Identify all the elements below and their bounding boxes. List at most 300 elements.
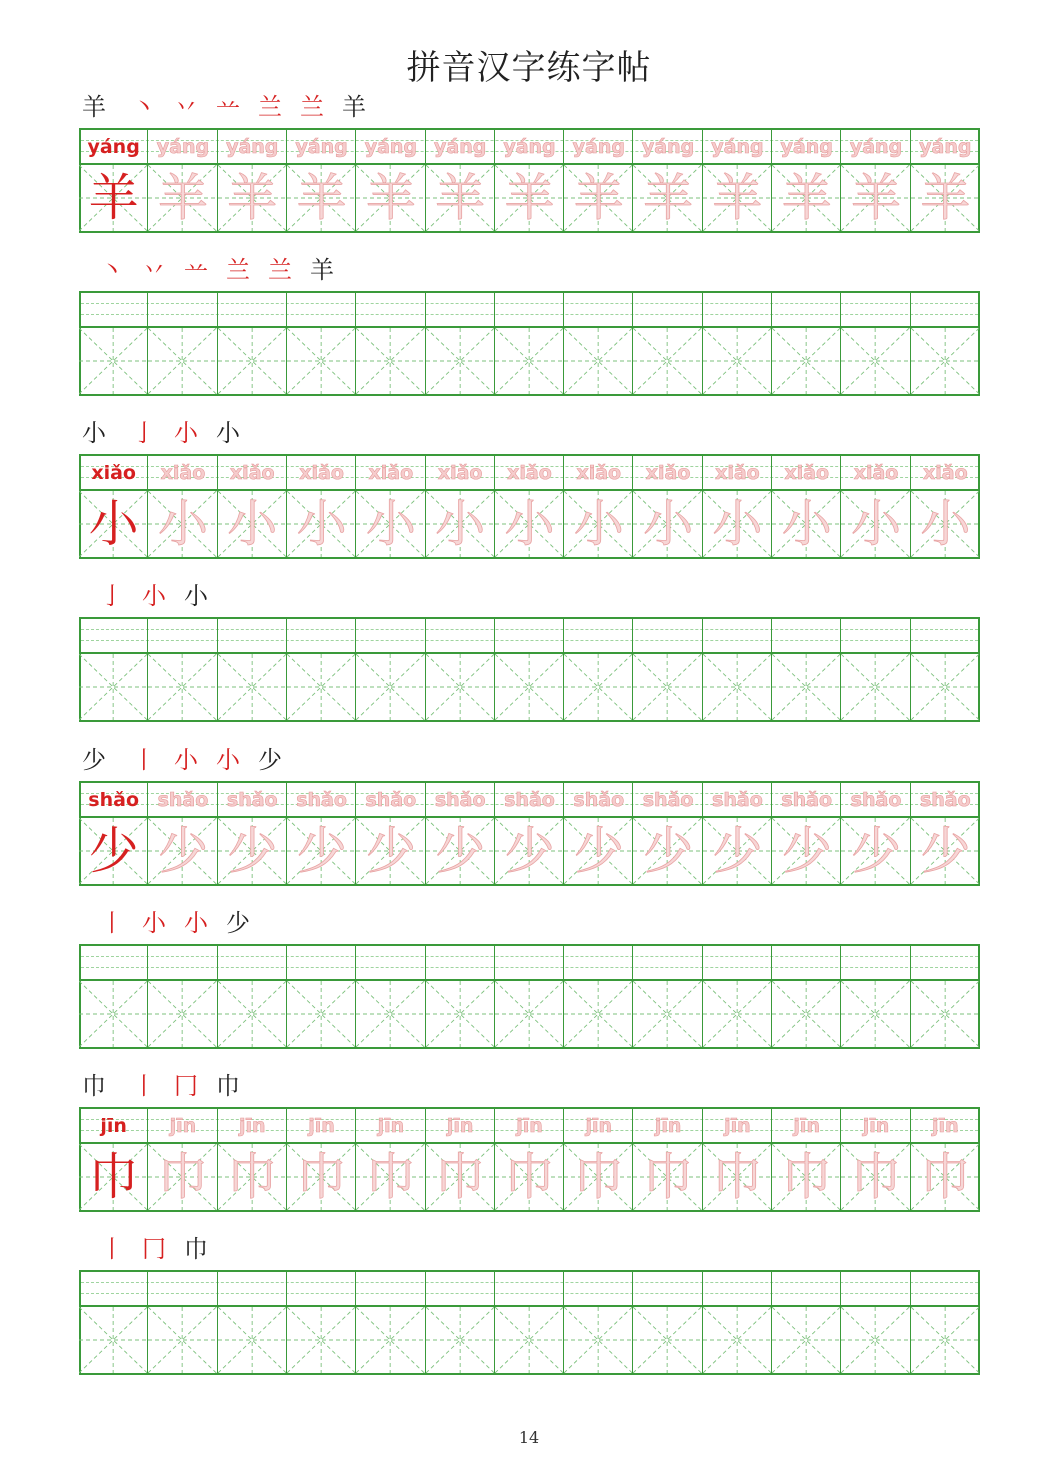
stroke-step: 䒑 [216,93,240,121]
writing-cell[interactable] [218,783,287,884]
character-trace: 羊 [851,169,902,227]
writing-cell[interactable] [911,130,980,231]
stroke-step: 丶 [132,93,156,121]
writing-cell[interactable] [703,946,772,1047]
writing-cell[interactable] [356,946,425,1047]
writing-cell[interactable] [703,1109,772,1210]
pinyin-trace: yáng [641,136,695,158]
mi-grid-guides [218,981,286,1047]
writing-cell[interactable] [841,456,910,557]
stroke-step: 兰 [300,93,324,121]
writing-cell[interactable] [703,293,772,394]
writing-cell[interactable] [495,130,564,231]
pinyin-trace: yáng [364,136,418,158]
writing-cell[interactable] [79,619,148,720]
writing-cell[interactable] [564,946,633,1047]
writing-cell[interactable] [495,619,564,720]
writing-cell[interactable] [564,783,633,884]
pinyin-trace: shǎo [157,789,209,811]
character-label: 小 [82,419,106,447]
mi-grid-guides [495,981,563,1047]
writing-cell[interactable] [495,946,564,1047]
writing-cell[interactable] [633,1272,702,1373]
writing-cell[interactable] [911,783,980,884]
character-trace: 巾 [365,1148,416,1206]
writing-cell[interactable] [218,1109,287,1210]
mi-grid-guides [911,1307,979,1373]
character-trace: 巾 [296,1148,347,1206]
character-trace: 小 [296,495,347,553]
mi-grid-guides [633,328,701,394]
writing-cell[interactable] [772,619,841,720]
stroke-step: 兰 [226,256,250,284]
character-trace: 少 [851,822,902,880]
stroke-step: 冂 [142,1235,166,1263]
writing-cell[interactable] [79,783,148,884]
stroke-order-sequence [100,906,268,940]
mi-grid-guides [426,654,494,720]
mi-grid-guides [564,654,632,720]
character-trace: 羊 [504,169,555,227]
mi-grid-guides [703,328,771,394]
tracing-grid [79,781,980,886]
writing-cell[interactable] [911,1272,980,1373]
pinyin-trace: jīn [308,1115,335,1137]
mi-grid-guides [564,981,632,1047]
stroke-step: 少 [226,909,250,937]
pinyin-trace: yáng [780,136,833,158]
writing-cell[interactable] [426,1272,495,1373]
writing-cell[interactable] [218,1272,287,1373]
character-trace: 小 [365,495,416,553]
character-trace: 羊 [365,169,416,227]
writing-cell[interactable] [841,1109,910,1210]
mi-grid-guides [495,1307,563,1373]
mi-grid-guides [841,654,909,720]
writing-cell[interactable] [495,456,564,557]
writing-cell[interactable] [495,1272,564,1373]
stroke-step: 巾 [216,1072,240,1100]
stroke-step: 丷 [174,93,198,121]
character-trace: 少 [227,822,278,880]
character-label: 巾 [82,1072,106,1100]
writing-cell[interactable] [426,1109,495,1210]
mi-grid-guides [772,328,840,394]
stroke-step: 丷 [142,256,166,284]
writing-cell[interactable] [218,293,287,394]
writing-cell[interactable] [703,456,772,557]
writing-cell[interactable] [287,1109,356,1210]
writing-cell[interactable] [633,456,702,557]
writing-cell[interactable] [426,456,495,557]
character-trace: 少 [781,822,832,880]
writing-cell[interactable] [79,293,148,394]
mi-grid-guides [79,328,147,394]
writing-cell[interactable] [911,946,980,1047]
writing-cell[interactable] [772,130,841,231]
pinyin-trace: xiǎo [299,462,344,484]
writing-cell[interactable] [218,130,287,231]
pinyin-trace: shǎo [504,789,555,811]
writing-cell[interactable] [218,946,287,1047]
stroke-step: 兰 [258,93,282,121]
writing-cell[interactable] [841,783,910,884]
mi-grid-guides [426,328,494,394]
writing-cell[interactable] [426,783,495,884]
writing-cell[interactable] [287,130,356,231]
pinyin-trace: shǎo [296,789,347,811]
stroke-step: 小 [216,746,240,774]
pinyin-trace: yáng [295,136,348,158]
pinyin-trace: xiǎo [715,462,760,484]
mi-grid-guides [772,1307,840,1373]
writing-cell[interactable] [911,619,980,720]
pinyin-trace: yáng [711,136,764,158]
pinyin-model: jīn [100,1115,127,1137]
character-model: 巾 [88,1148,139,1206]
writing-cell[interactable] [633,130,702,231]
pinyin-trace: shǎo [850,789,902,811]
stroke-order-sequence [100,253,352,287]
pinyin-trace: jīn [238,1115,266,1137]
character-label: 羊 [82,93,106,121]
character-trace: 巾 [573,1148,624,1206]
pinyin-trace: shǎo [573,789,625,811]
writing-cell[interactable] [287,1272,356,1373]
character-model: 羊 [88,169,139,227]
writing-cell[interactable] [356,619,425,720]
mi-grid-guides [633,981,701,1047]
pinyin-trace: jīn [793,1115,820,1137]
writing-cell[interactable] [356,1109,425,1210]
pinyin-trace: jīn [585,1115,613,1137]
writing-cell[interactable] [633,946,702,1047]
character-trace: 羊 [643,169,694,227]
pinyin-trace: yáng [572,136,625,158]
writing-cell[interactable] [356,293,425,394]
stroke-order-sequence [100,579,226,613]
writing-cell[interactable] [426,130,495,231]
character-trace: 小 [504,495,555,553]
page-number: 14 [518,1428,540,1447]
writing-cell[interactable] [841,1272,910,1373]
mi-grid-guides [703,1307,771,1373]
writing-cell[interactable] [79,946,148,1047]
stroke-step: 冂 [174,1072,198,1100]
writing-cell[interactable] [564,130,633,231]
mi-grid-guides [218,1307,286,1373]
pinyin-trace: shǎo [226,789,278,811]
mi-grid-guides [148,328,216,394]
character-trace: 小 [781,495,832,553]
page-title: 拼音汉字练字帖 [406,48,652,88]
pinyin-model: xiǎo [91,462,136,484]
character-trace: 小 [573,495,624,553]
character-trace: 少 [504,822,555,880]
writing-cell[interactable] [218,456,287,557]
writing-cell[interactable] [703,619,772,720]
character-trace: 小 [920,495,971,553]
mi-grid-guides [287,328,355,394]
mi-grid-guides [79,981,147,1047]
pinyin-trace: xiǎo [853,462,899,484]
writing-cell[interactable] [772,946,841,1047]
character-trace: 少 [157,822,208,880]
pinyin-trace: xiǎo [229,462,275,484]
stroke-step: 丨 [100,909,124,937]
mi-grid-guides [911,981,979,1047]
writing-cell[interactable] [79,1109,148,1210]
stroke-order-header [82,1069,258,1103]
mi-grid-guides [633,1307,701,1373]
character-trace: 巾 [227,1148,278,1206]
writing-cell[interactable] [911,293,980,394]
pinyin-trace: shǎo [365,789,417,811]
writing-cell[interactable] [911,456,980,557]
mi-grid-guides [703,654,771,720]
character-model: 小 [88,495,139,553]
writing-cell[interactable] [426,619,495,720]
mi-grid-guides [495,328,563,394]
stroke-step: 羊 [310,256,334,284]
stroke-step: 丨 [100,1235,124,1263]
writing-cell[interactable] [356,456,425,557]
stroke-step: 少 [258,746,282,774]
writing-cell[interactable] [495,783,564,884]
writing-cell[interactable] [426,946,495,1047]
character-trace: 少 [435,822,486,880]
writing-cell[interactable] [148,293,217,394]
writing-cell[interactable] [495,293,564,394]
pinyin-trace: jīn [169,1115,197,1137]
character-model: 少 [88,822,139,880]
writing-cell[interactable] [772,783,841,884]
character-trace: 巾 [920,1148,971,1206]
pinyin-trace: xiǎo [507,462,552,484]
mi-grid-guides [218,328,286,394]
mi-grid-guides [495,654,563,720]
mi-grid-guides [841,981,909,1047]
writing-cell[interactable] [287,619,356,720]
character-trace: 巾 [712,1148,763,1206]
pinyin-trace: jīn [724,1115,751,1137]
stroke-step: 亅 [100,582,124,610]
mi-grid-guides [148,1307,216,1373]
writing-cell[interactable] [148,946,217,1047]
mi-grid-guides [287,1307,355,1373]
character-trace: 小 [227,495,278,553]
writing-cell[interactable] [148,783,217,884]
mi-grid-guides [79,1307,147,1373]
writing-cell[interactable] [633,783,702,884]
pinyin-trace: jīn [377,1115,405,1137]
character-trace: 羊 [157,169,208,227]
mi-grid-guides [79,654,147,720]
character-trace: 少 [296,822,347,880]
writing-cell[interactable] [287,783,356,884]
stroke-step: 巾 [184,1235,208,1263]
stroke-order-sequence [100,1232,226,1266]
character-trace: 巾 [157,1148,208,1206]
writing-cell[interactable] [841,619,910,720]
writing-cell[interactable] [841,293,910,394]
mi-grid-guides [564,1307,632,1373]
writing-cell[interactable] [287,456,356,557]
writing-cell[interactable] [148,1109,217,1210]
pinyin-trace: shǎo [781,789,833,811]
writing-cell[interactable] [911,1109,980,1210]
mi-grid-guides [356,981,424,1047]
writing-cell[interactable] [564,1109,633,1210]
pinyin-trace: jīn [932,1115,959,1137]
pinyin-model: shǎo [88,789,139,811]
writing-cell[interactable] [633,619,702,720]
mi-grid-guides [841,1307,909,1373]
writing-cell[interactable] [287,293,356,394]
stroke-step: 小 [216,419,240,447]
writing-cell[interactable] [79,1272,148,1373]
character-trace: 巾 [504,1148,555,1206]
pinyin-trace: jīn [654,1115,682,1137]
tracing-grid [79,1107,980,1212]
mi-grid-guides [218,654,286,720]
pinyin-trace: xiǎo [437,462,483,484]
character-trace: 少 [712,822,763,880]
pinyin-trace: xiǎo [923,462,968,484]
character-trace: 巾 [851,1148,902,1206]
stroke-step: 丨 [132,1072,156,1100]
writing-cell[interactable] [633,293,702,394]
mi-grid-guides [287,981,355,1047]
stroke-order-header [82,416,258,450]
pinyin-trace: shǎo [712,789,763,811]
character-trace: 少 [573,822,624,880]
character-trace: 羊 [920,169,971,227]
character-trace: 少 [920,822,971,880]
character-trace: 羊 [573,169,624,227]
mi-grid-guides [772,981,840,1047]
writing-cell[interactable] [564,456,633,557]
character-trace: 小 [643,495,694,553]
writing-cell[interactable] [564,1272,633,1373]
mi-grid-guides [841,328,909,394]
stroke-step: 丨 [132,746,156,774]
character-trace: 小 [712,495,763,553]
blank-practice-grid [79,944,980,1049]
writing-cell[interactable] [633,1109,702,1210]
writing-cell[interactable] [841,130,910,231]
pinyin-trace: yáng [919,136,972,158]
mi-grid-guides [911,654,979,720]
pinyin-trace: shǎo [434,789,486,811]
pinyin-trace: jīn [862,1115,890,1137]
blank-practice-grid [79,1270,980,1375]
stroke-step: 小 [184,909,208,937]
blank-practice-grid [79,617,980,722]
writing-cell[interactable] [426,293,495,394]
character-trace: 羊 [227,169,278,227]
pinyin-trace: xiǎo [784,462,830,484]
mi-grid-guides [148,654,216,720]
stroke-step: 羊 [342,93,366,121]
writing-cell[interactable] [564,293,633,394]
writing-cell[interactable] [79,456,148,557]
writing-cell[interactable] [287,946,356,1047]
stroke-step: 小 [184,582,208,610]
mi-grid-guides [564,328,632,394]
pinyin-trace: jīn [446,1115,474,1137]
pinyin-model: yáng [87,136,140,158]
writing-cell[interactable] [356,783,425,884]
character-trace: 羊 [296,169,347,227]
character-label: 少 [82,746,106,774]
mi-grid-guides [911,328,979,394]
writing-cell[interactable] [356,1272,425,1373]
pinyin-trace: yáng [156,136,210,158]
mi-grid-guides [426,1307,494,1373]
character-trace: 巾 [781,1148,832,1206]
blank-practice-grid [79,291,980,396]
writing-cell[interactable] [148,456,217,557]
stroke-step: 小 [174,419,198,447]
pinyin-trace: xiǎo [160,462,206,484]
pinyin-trace: shǎo [919,789,971,811]
pinyin-trace: xiǎo [645,462,691,484]
mi-grid-guides [633,654,701,720]
mi-grid-guides [772,654,840,720]
stroke-step: 小 [142,582,166,610]
pinyin-trace: yáng [849,136,903,158]
writing-cell[interactable] [356,130,425,231]
writing-cell[interactable] [703,1272,772,1373]
mi-grid-guides [356,654,424,720]
stroke-step: 兰 [268,256,292,284]
character-trace: 巾 [435,1148,486,1206]
writing-cell[interactable] [772,293,841,394]
writing-cell[interactable] [703,130,772,231]
writing-cell[interactable] [841,946,910,1047]
stroke-step: 䒑 [184,256,208,284]
pinyin-trace: yáng [503,136,556,158]
pinyin-trace: xiǎo [368,462,414,484]
tracing-grid [79,128,980,233]
writing-cell[interactable] [148,1272,217,1373]
writing-cell[interactable] [495,1109,564,1210]
writing-cell[interactable] [703,783,772,884]
stroke-order-header [82,90,384,124]
stroke-step: 亅 [132,419,156,447]
character-trace: 羊 [781,169,832,227]
tracing-grid [79,454,980,559]
writing-cell[interactable] [148,130,217,231]
character-trace: 少 [365,822,416,880]
writing-cell[interactable] [772,456,841,557]
writing-cell[interactable] [148,619,217,720]
pinyin-trace: shǎo [642,789,694,811]
pinyin-trace: jīn [516,1115,543,1137]
character-trace: 少 [643,822,694,880]
writing-cell[interactable] [79,130,148,231]
writing-cell[interactable] [564,619,633,720]
pinyin-trace: yáng [434,136,487,158]
pinyin-trace: yáng [226,136,279,158]
writing-cell[interactable] [772,1272,841,1373]
writing-cell[interactable] [218,619,287,720]
stroke-step: 丶 [100,256,124,284]
stroke-order-header [82,743,300,777]
mi-grid-guides [356,1307,424,1373]
writing-cell[interactable] [772,1109,841,1210]
